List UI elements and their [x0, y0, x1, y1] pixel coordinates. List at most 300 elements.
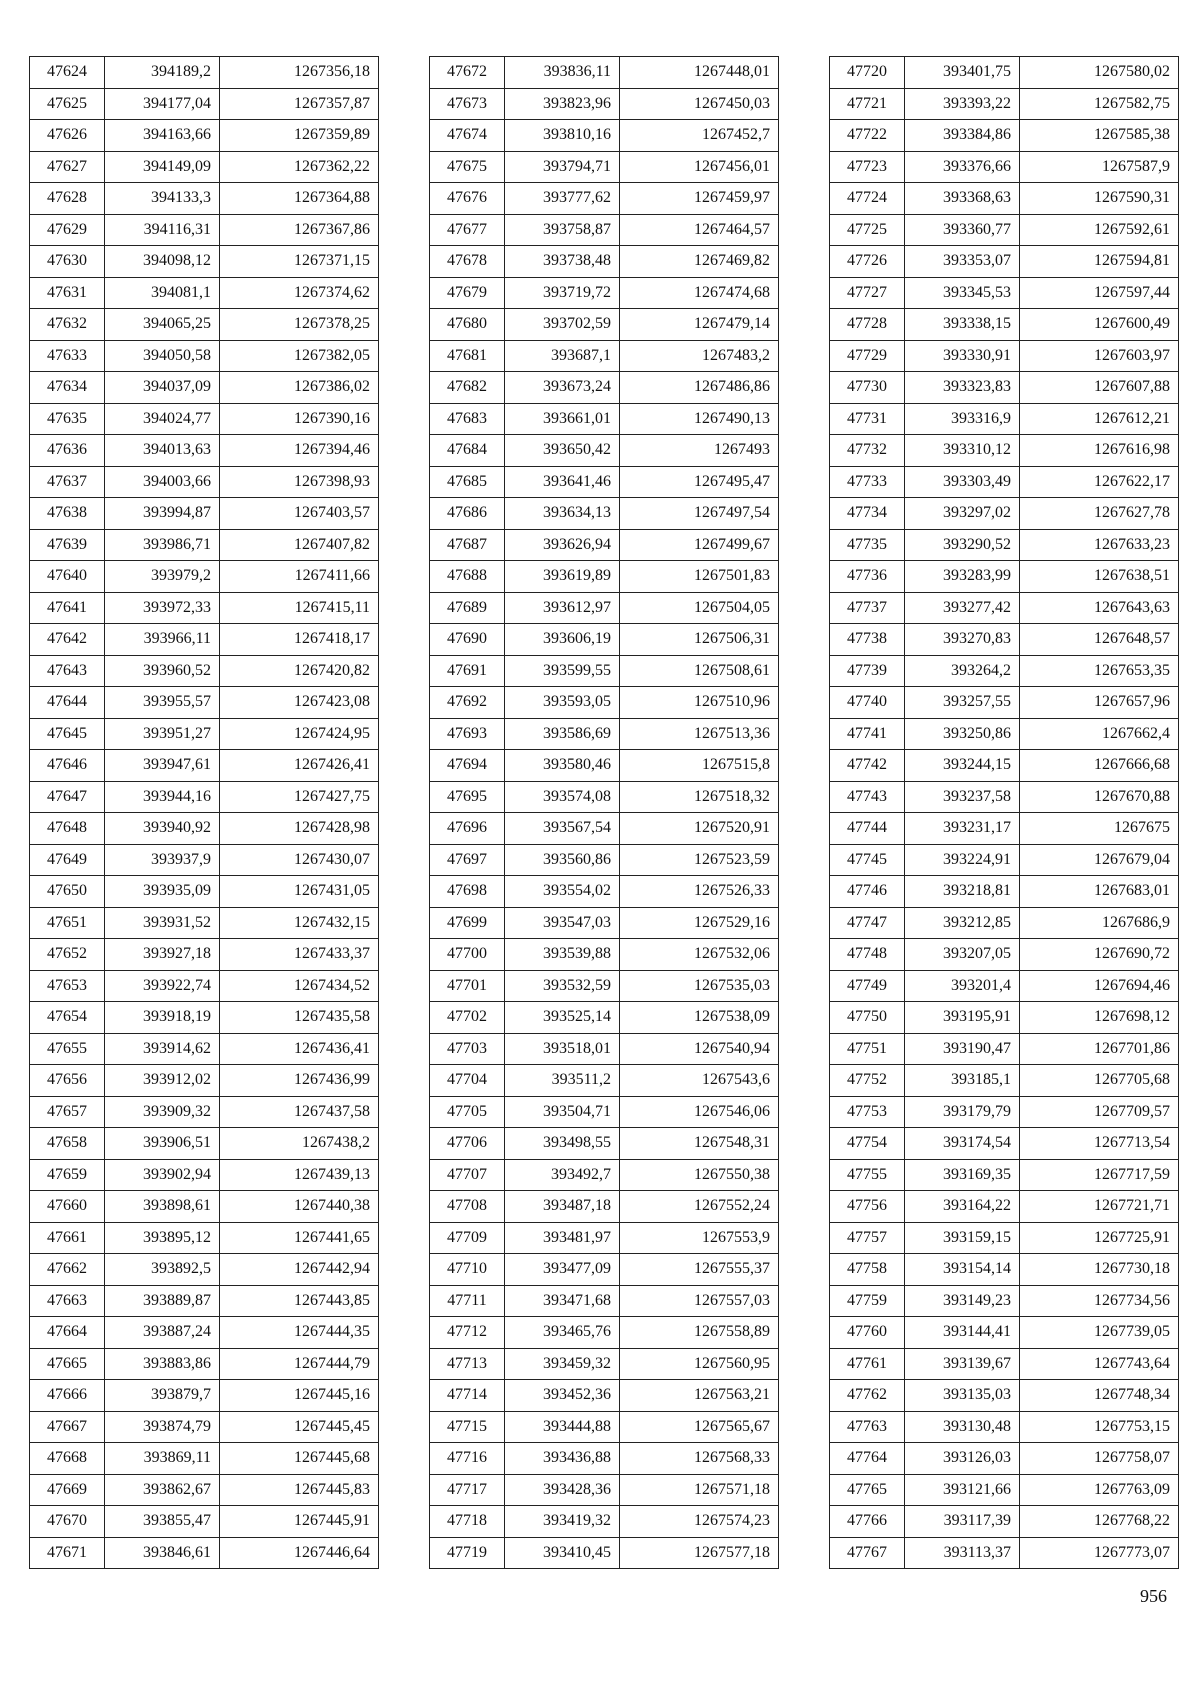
point-number-cell: 47670 [30, 1506, 105, 1538]
table-row [30, 718, 379, 750]
table-row [830, 876, 1179, 908]
point-number-cell: 47723 [830, 151, 905, 183]
y-coordinate-cell: 1267694,46 [1020, 970, 1179, 1002]
point-number-cell: 47629 [30, 214, 105, 246]
x-coordinate-cell: 393310,12 [905, 435, 1020, 467]
table-row [30, 151, 379, 183]
table-row [30, 372, 379, 404]
x-coordinate-cell: 393401,75 [905, 57, 1020, 89]
y-coordinate-cell: 1267670,88 [1020, 781, 1179, 813]
y-coordinate-cell: 1267436,99 [220, 1065, 379, 1097]
table-row [30, 624, 379, 656]
point-number-cell: 47632 [30, 309, 105, 341]
point-number-cell: 47726 [830, 246, 905, 278]
point-number-cell: 47693 [430, 718, 505, 750]
y-coordinate-cell: 1267550,38 [620, 1159, 779, 1191]
x-coordinate-cell: 393960,52 [105, 655, 220, 687]
y-coordinate-cell: 1267560,95 [620, 1348, 779, 1380]
y-coordinate-cell: 1267433,37 [220, 939, 379, 971]
x-coordinate-cell: 393898,61 [105, 1191, 220, 1223]
coordinate-table-3 [829, 56, 1179, 1569]
y-coordinate-cell: 1267675 [1020, 813, 1179, 845]
point-number-cell: 47760 [830, 1317, 905, 1349]
point-number-cell: 47712 [430, 1317, 505, 1349]
table-row [830, 1065, 1179, 1097]
x-coordinate-cell: 393906,51 [105, 1128, 220, 1160]
table-row [430, 183, 779, 215]
x-coordinate-cell: 393144,41 [905, 1317, 1020, 1349]
point-number-cell: 47751 [830, 1033, 905, 1065]
x-coordinate-cell: 393130,48 [905, 1411, 1020, 1443]
table-row [830, 403, 1179, 435]
y-coordinate-cell: 1267526,33 [620, 876, 779, 908]
table-row [430, 1002, 779, 1034]
x-coordinate-cell: 393567,54 [505, 813, 620, 845]
y-coordinate-cell: 1267378,25 [220, 309, 379, 341]
point-number-cell: 47694 [430, 750, 505, 782]
point-number-cell: 47718 [430, 1506, 505, 1538]
x-coordinate-cell: 393270,83 [905, 624, 1020, 656]
table-row [430, 939, 779, 971]
table-row [830, 529, 1179, 561]
x-coordinate-cell: 393511,2 [505, 1065, 620, 1097]
y-coordinate-cell: 1267469,82 [620, 246, 779, 278]
y-coordinate-cell: 1267445,45 [220, 1411, 379, 1443]
table-row [30, 403, 379, 435]
point-number-cell: 47710 [430, 1254, 505, 1286]
x-coordinate-cell: 393794,71 [505, 151, 620, 183]
y-coordinate-cell: 1267721,71 [1020, 1191, 1179, 1223]
point-number-cell: 47699 [430, 907, 505, 939]
y-coordinate-cell: 1267490,13 [620, 403, 779, 435]
table-row [430, 876, 779, 908]
x-coordinate-cell: 393393,22 [905, 88, 1020, 120]
table-row [830, 214, 1179, 246]
y-coordinate-cell: 1267508,61 [620, 655, 779, 687]
x-coordinate-cell: 393580,46 [505, 750, 620, 782]
table-row [30, 592, 379, 624]
y-coordinate-cell: 1267428,98 [220, 813, 379, 845]
point-number-cell: 47683 [430, 403, 505, 435]
point-number-cell: 47716 [430, 1443, 505, 1475]
table-row [30, 1443, 379, 1475]
table-row [30, 844, 379, 876]
table-row [830, 277, 1179, 309]
table-row [830, 435, 1179, 467]
point-number-cell: 47627 [30, 151, 105, 183]
y-coordinate-cell: 1267459,97 [620, 183, 779, 215]
y-coordinate-cell: 1267444,79 [220, 1348, 379, 1380]
y-coordinate-cell: 1267662,4 [1020, 718, 1179, 750]
point-number-cell: 47631 [30, 277, 105, 309]
x-coordinate-cell: 393673,24 [505, 372, 620, 404]
point-number-cell: 47628 [30, 183, 105, 215]
x-coordinate-cell: 393338,15 [905, 309, 1020, 341]
x-coordinate-cell: 394189,2 [105, 57, 220, 89]
table-row [30, 340, 379, 372]
x-coordinate-cell: 394177,04 [105, 88, 220, 120]
point-number-cell: 47679 [430, 277, 505, 309]
point-number-cell: 47732 [830, 435, 905, 467]
y-coordinate-cell: 1267506,31 [620, 624, 779, 656]
table-row [30, 529, 379, 561]
table-row [430, 1443, 779, 1475]
y-coordinate-cell: 1267434,52 [220, 970, 379, 1002]
y-coordinate-cell: 1267555,37 [620, 1254, 779, 1286]
point-number-cell: 47635 [30, 403, 105, 435]
x-coordinate-cell: 393634,13 [505, 498, 620, 530]
y-coordinate-cell: 1267440,38 [220, 1191, 379, 1223]
point-number-cell: 47630 [30, 246, 105, 278]
table-row [30, 183, 379, 215]
point-number-cell: 47640 [30, 561, 105, 593]
x-coordinate-cell: 393937,9 [105, 844, 220, 876]
y-coordinate-cell: 1267535,03 [620, 970, 779, 1002]
point-number-cell: 47753 [830, 1096, 905, 1128]
point-number-cell: 47644 [30, 687, 105, 719]
x-coordinate-cell: 393436,88 [505, 1443, 620, 1475]
y-coordinate-cell: 1267495,47 [620, 466, 779, 498]
table-row [30, 1254, 379, 1286]
x-coordinate-cell: 393612,97 [505, 592, 620, 624]
x-coordinate-cell: 393606,19 [505, 624, 620, 656]
y-coordinate-cell: 1267600,49 [1020, 309, 1179, 341]
point-number-cell: 47720 [830, 57, 905, 89]
point-number-cell: 47724 [830, 183, 905, 215]
y-coordinate-cell: 1267701,86 [1020, 1033, 1179, 1065]
table-row [430, 372, 779, 404]
x-coordinate-cell: 393316,9 [905, 403, 1020, 435]
table-row [830, 57, 1179, 89]
x-coordinate-cell: 394037,09 [105, 372, 220, 404]
y-coordinate-cell: 1267546,06 [620, 1096, 779, 1128]
x-coordinate-cell: 393126,03 [905, 1443, 1020, 1475]
x-coordinate-cell: 393574,08 [505, 781, 620, 813]
y-coordinate-cell: 1267501,83 [620, 561, 779, 593]
point-number-cell: 47719 [430, 1537, 505, 1569]
y-coordinate-cell: 1267357,87 [220, 88, 379, 120]
table-row [830, 1033, 1179, 1065]
table-row [830, 372, 1179, 404]
x-coordinate-cell: 393477,09 [505, 1254, 620, 1286]
x-coordinate-cell: 393113,37 [905, 1537, 1020, 1569]
x-coordinate-cell: 393207,05 [905, 939, 1020, 971]
point-number-cell: 47700 [430, 939, 505, 971]
table-row [430, 970, 779, 1002]
table-row [30, 781, 379, 813]
table-row [430, 813, 779, 845]
x-coordinate-cell: 393135,03 [905, 1380, 1020, 1412]
point-number-cell: 47709 [430, 1222, 505, 1254]
x-coordinate-cell: 393212,85 [905, 907, 1020, 939]
point-number-cell: 47677 [430, 214, 505, 246]
x-coordinate-cell: 393641,46 [505, 466, 620, 498]
x-coordinate-cell: 394013,63 [105, 435, 220, 467]
point-number-cell: 47747 [830, 907, 905, 939]
y-coordinate-cell: 1267443,85 [220, 1285, 379, 1317]
point-number-cell: 47745 [830, 844, 905, 876]
x-coordinate-cell: 393250,86 [905, 718, 1020, 750]
x-coordinate-cell: 393164,22 [905, 1191, 1020, 1223]
y-coordinate-cell: 1267403,57 [220, 498, 379, 530]
table-row [830, 1474, 1179, 1506]
x-coordinate-cell: 394133,3 [105, 183, 220, 215]
table-row [430, 655, 779, 687]
y-coordinate-cell: 1267452,7 [620, 120, 779, 152]
point-number-cell: 47708 [430, 1191, 505, 1223]
table-row [430, 246, 779, 278]
table-row [430, 1380, 779, 1412]
table-row [30, 214, 379, 246]
coordinate-table-1 [29, 56, 379, 1569]
y-coordinate-cell: 1267683,01 [1020, 876, 1179, 908]
point-number-cell: 47691 [430, 655, 505, 687]
y-coordinate-cell: 1267616,98 [1020, 435, 1179, 467]
table-row [830, 813, 1179, 845]
x-coordinate-cell: 393195,91 [905, 1002, 1020, 1034]
y-coordinate-cell: 1267558,89 [620, 1317, 779, 1349]
y-coordinate-cell: 1267359,89 [220, 120, 379, 152]
table-row [30, 277, 379, 309]
table-row [430, 120, 779, 152]
table-row [30, 1002, 379, 1034]
table-row [430, 88, 779, 120]
table-row [30, 1033, 379, 1065]
x-coordinate-cell: 393159,15 [905, 1222, 1020, 1254]
x-coordinate-cell: 393190,47 [905, 1033, 1020, 1065]
x-coordinate-cell: 393892,5 [105, 1254, 220, 1286]
table-row [430, 624, 779, 656]
x-coordinate-cell: 393758,87 [505, 214, 620, 246]
point-number-cell: 47637 [30, 466, 105, 498]
y-coordinate-cell: 1267445,68 [220, 1443, 379, 1475]
x-coordinate-cell: 393452,36 [505, 1380, 620, 1412]
point-number-cell: 47736 [830, 561, 905, 593]
x-coordinate-cell: 393498,55 [505, 1128, 620, 1160]
x-coordinate-cell: 393283,99 [905, 561, 1020, 593]
x-coordinate-cell: 393889,87 [105, 1285, 220, 1317]
table-row [830, 687, 1179, 719]
table-row [830, 120, 1179, 152]
x-coordinate-cell: 393154,14 [905, 1254, 1020, 1286]
table-row [430, 1537, 779, 1569]
point-number-cell: 47641 [30, 592, 105, 624]
x-coordinate-cell: 393481,97 [505, 1222, 620, 1254]
x-coordinate-cell: 393419,32 [505, 1506, 620, 1538]
x-coordinate-cell: 394003,66 [105, 466, 220, 498]
table-row [430, 750, 779, 782]
y-coordinate-cell: 1267483,2 [620, 340, 779, 372]
x-coordinate-cell: 394024,77 [105, 403, 220, 435]
point-number-cell: 47703 [430, 1033, 505, 1065]
y-coordinate-cell: 1267437,58 [220, 1096, 379, 1128]
y-coordinate-cell: 1267638,51 [1020, 561, 1179, 593]
table-row [30, 939, 379, 971]
point-number-cell: 47733 [830, 466, 905, 498]
y-coordinate-cell: 1267479,14 [620, 309, 779, 341]
table-row [830, 183, 1179, 215]
point-number-cell: 47739 [830, 655, 905, 687]
table-row [30, 1285, 379, 1317]
point-number-cell: 47636 [30, 435, 105, 467]
point-number-cell: 47658 [30, 1128, 105, 1160]
y-coordinate-cell: 1267587,9 [1020, 151, 1179, 183]
x-coordinate-cell: 393593,05 [505, 687, 620, 719]
y-coordinate-cell: 1267444,35 [220, 1317, 379, 1349]
x-coordinate-cell: 393874,79 [105, 1411, 220, 1443]
table-row [30, 1537, 379, 1569]
table-row [830, 466, 1179, 498]
y-coordinate-cell: 1267585,38 [1020, 120, 1179, 152]
x-coordinate-cell: 393384,86 [905, 120, 1020, 152]
y-coordinate-cell: 1267362,22 [220, 151, 379, 183]
point-number-cell: 47662 [30, 1254, 105, 1286]
point-number-cell: 47633 [30, 340, 105, 372]
y-coordinate-cell: 1267538,09 [620, 1002, 779, 1034]
y-coordinate-cell: 1267438,2 [220, 1128, 379, 1160]
point-number-cell: 47674 [430, 120, 505, 152]
y-coordinate-cell: 1267657,96 [1020, 687, 1179, 719]
point-number-cell: 47705 [430, 1096, 505, 1128]
x-coordinate-cell: 393471,68 [505, 1285, 620, 1317]
y-coordinate-cell: 1267739,05 [1020, 1317, 1179, 1349]
table-row [830, 1222, 1179, 1254]
y-coordinate-cell: 1267448,01 [620, 57, 779, 89]
point-number-cell: 47698 [430, 876, 505, 908]
y-coordinate-cell: 1267709,57 [1020, 1096, 1179, 1128]
point-number-cell: 47655 [30, 1033, 105, 1065]
x-coordinate-cell: 393290,52 [905, 529, 1020, 561]
point-number-cell: 47689 [430, 592, 505, 624]
y-coordinate-cell: 1267705,68 [1020, 1065, 1179, 1097]
table-row [430, 1065, 779, 1097]
y-coordinate-cell: 1267504,05 [620, 592, 779, 624]
point-number-cell: 47728 [830, 309, 905, 341]
point-number-cell: 47654 [30, 1002, 105, 1034]
x-coordinate-cell: 393687,1 [505, 340, 620, 372]
y-coordinate-cell: 1267386,02 [220, 372, 379, 404]
point-number-cell: 47752 [830, 1065, 905, 1097]
table-row [30, 687, 379, 719]
point-number-cell: 47722 [830, 120, 905, 152]
table-row [830, 1254, 1179, 1286]
y-coordinate-cell: 1267520,91 [620, 813, 779, 845]
x-coordinate-cell: 393902,94 [105, 1159, 220, 1191]
table-row [430, 907, 779, 939]
x-coordinate-cell: 393532,59 [505, 970, 620, 1002]
coordinate-table-2 [429, 56, 779, 1569]
x-coordinate-cell: 393862,67 [105, 1474, 220, 1506]
x-coordinate-cell: 393257,55 [905, 687, 1020, 719]
point-number-cell: 47695 [430, 781, 505, 813]
x-coordinate-cell: 393944,16 [105, 781, 220, 813]
y-coordinate-cell: 1267364,88 [220, 183, 379, 215]
x-coordinate-cell: 393149,23 [905, 1285, 1020, 1317]
x-coordinate-cell: 393823,96 [505, 88, 620, 120]
table-row [430, 57, 779, 89]
point-number-cell: 47645 [30, 718, 105, 750]
table-row [30, 1348, 379, 1380]
y-coordinate-cell: 1267446,64 [220, 1537, 379, 1569]
y-coordinate-cell: 1267622,17 [1020, 466, 1179, 498]
point-number-cell: 47764 [830, 1443, 905, 1475]
x-coordinate-cell: 393303,49 [905, 466, 1020, 498]
table-row [830, 592, 1179, 624]
point-number-cell: 47656 [30, 1065, 105, 1097]
x-coordinate-cell: 393224,91 [905, 844, 1020, 876]
x-coordinate-cell: 393345,53 [905, 277, 1020, 309]
point-number-cell: 47756 [830, 1191, 905, 1223]
point-number-cell: 47660 [30, 1191, 105, 1223]
point-number-cell: 47688 [430, 561, 505, 593]
table-row [430, 277, 779, 309]
y-coordinate-cell: 1267543,6 [620, 1065, 779, 1097]
table-row [30, 970, 379, 1002]
point-number-cell: 47639 [30, 529, 105, 561]
x-coordinate-cell: 394163,66 [105, 120, 220, 152]
table-row [830, 1506, 1179, 1538]
x-coordinate-cell: 394081,1 [105, 277, 220, 309]
table-row [30, 57, 379, 89]
y-coordinate-cell: 1267532,06 [620, 939, 779, 971]
y-coordinate-cell: 1267758,07 [1020, 1443, 1179, 1475]
y-coordinate-cell: 1267633,23 [1020, 529, 1179, 561]
y-coordinate-cell: 1267394,46 [220, 435, 379, 467]
point-number-cell: 47729 [830, 340, 905, 372]
table-row [430, 718, 779, 750]
point-number-cell: 47690 [430, 624, 505, 656]
table-row [830, 1443, 1179, 1475]
point-number-cell: 47684 [430, 435, 505, 467]
table-row [30, 498, 379, 530]
x-coordinate-cell: 393376,66 [905, 151, 1020, 183]
table-row [430, 592, 779, 624]
table-row [30, 1159, 379, 1191]
point-number-cell: 47680 [430, 309, 505, 341]
x-coordinate-cell: 393297,02 [905, 498, 1020, 530]
point-number-cell: 47624 [30, 57, 105, 89]
table-row [830, 1159, 1179, 1191]
point-number-cell: 47765 [830, 1474, 905, 1506]
x-coordinate-cell: 393738,48 [505, 246, 620, 278]
y-coordinate-cell: 1267713,54 [1020, 1128, 1179, 1160]
table-row [30, 813, 379, 845]
x-coordinate-cell: 393410,45 [505, 1537, 620, 1569]
table-row [430, 1096, 779, 1128]
point-number-cell: 47706 [430, 1128, 505, 1160]
table-row [830, 1096, 1179, 1128]
y-coordinate-cell: 1267456,01 [620, 151, 779, 183]
table-row [430, 1506, 779, 1538]
point-number-cell: 47666 [30, 1380, 105, 1412]
y-coordinate-cell: 1267442,94 [220, 1254, 379, 1286]
y-coordinate-cell: 1267390,16 [220, 403, 379, 435]
table-row [30, 88, 379, 120]
y-coordinate-cell: 1267445,16 [220, 1380, 379, 1412]
x-coordinate-cell: 393547,03 [505, 907, 620, 939]
point-number-cell: 47685 [430, 466, 505, 498]
table-row [830, 1411, 1179, 1443]
point-number-cell: 47757 [830, 1222, 905, 1254]
y-coordinate-cell: 1267580,02 [1020, 57, 1179, 89]
table-row [830, 88, 1179, 120]
x-coordinate-cell: 393931,52 [105, 907, 220, 939]
x-coordinate-cell: 393139,67 [905, 1348, 1020, 1380]
point-number-cell: 47643 [30, 655, 105, 687]
point-number-cell: 47638 [30, 498, 105, 530]
x-coordinate-cell: 393586,69 [505, 718, 620, 750]
x-coordinate-cell: 394050,58 [105, 340, 220, 372]
